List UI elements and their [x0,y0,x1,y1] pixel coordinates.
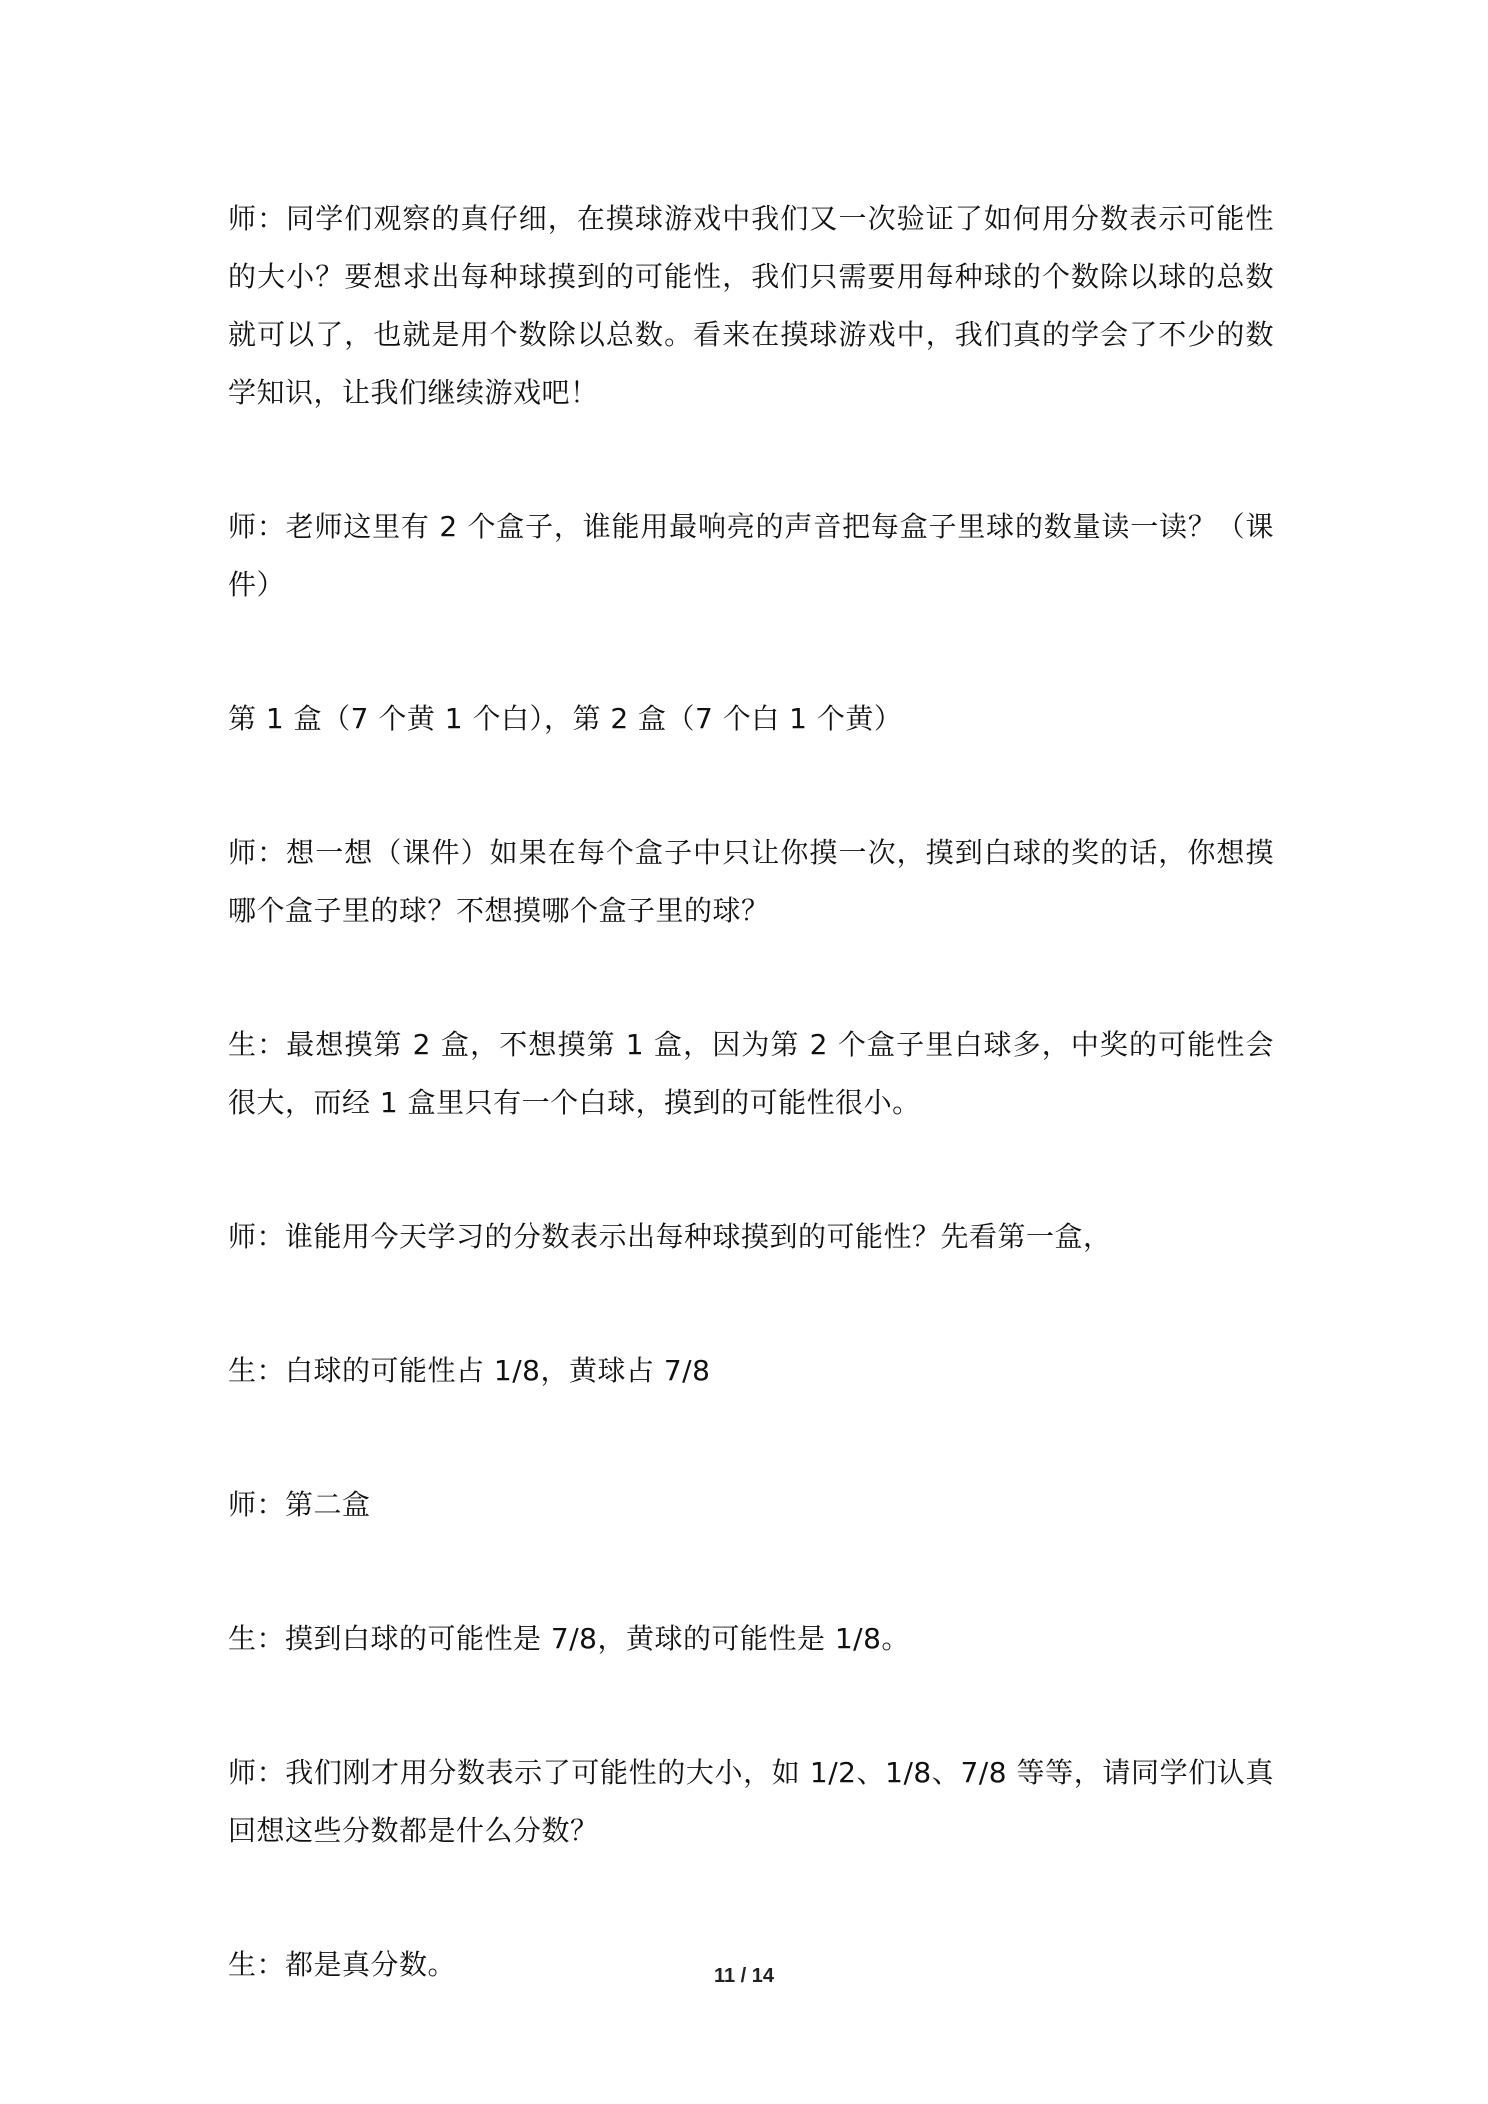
paragraph-teacher-boxes: 师：老师这里有 2 个盒子，谁能用最响亮的声音把每盒子里球的数量读一读？（课件） [228,510,1274,601]
paragraph-student-box2: 生：摸到白球的可能性是 7/8，黄球的可能性是 1/8。 [228,1622,910,1655]
document-body [228,190,1274,1994]
paragraph-teacher-box2: 师：第二盒 [228,1488,371,1521]
paragraph-box-contents: 第 1 盒（7 个黄 1 个白），第 2 盒（7 个白 1 个黄） [228,702,903,735]
paragraph-teacher-review: 师：我们刚才用分数表示了可能性的大小，如 1/2、1/8、7/8 等等，请同学们认真回想这些分数都是什么分数？ [228,1756,1274,1847]
paragraph-student-box1: 生：白球的可能性占 1/8，黄球占 7/8 [228,1354,711,1387]
paragraph-student-answer: 生：最想摸第 2 盒，不想摸第 1 盒，因为第 2 个盒子里白球多，中奖的可能性会很大，而经 1 盒里只有一个白球，摸到的可能性很小。 [228,1028,1274,1119]
paragraph-teacher-fraction-question: 师：谁能用今天学习的分数表示出每种球摸到的可能性？先看第一盒， [228,1220,1112,1253]
page-number: 11 / 14 [713,1965,775,1987]
paragraph-teacher-question: 师：想一想（课件）如果在每个盒子中只让你摸一次，摸到白球的奖的话，你想摸哪个盒子里的球？不想摸哪个盒子里的球？ [228,836,1274,927]
paragraph-teacher-summary: 师：同学们观察的真仔细，在摸球游戏中我们又一次验证了如何用分数表示可能性的大小？要想求出每种球摸到的可能性，我们只需要用每种球的个数除以球的总数就可以了，也就是用个数除以总数。看来在摸球游戏中，我们真的学会了不少的数学知识，让我们继续游戏吧！ [228,202,1274,409]
paragraph-student-proper-fraction: 生：都是真分数。 [228,1948,457,1981]
